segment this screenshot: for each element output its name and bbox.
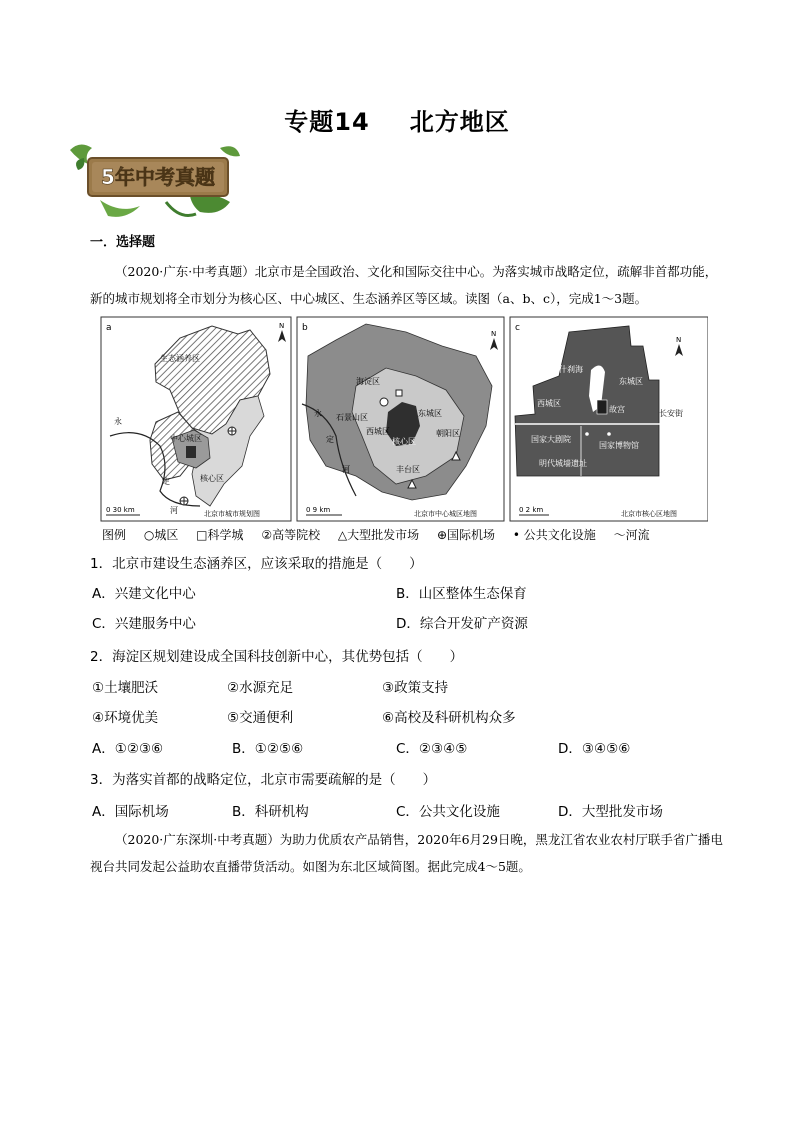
- section-heading: 一．选择题: [90, 235, 156, 250]
- map-a-river-ding: 定: [162, 477, 170, 486]
- map-c-letter: c: [515, 323, 520, 333]
- map-c-ruins: 明代城墙遗址: [539, 459, 587, 468]
- leaf-icon: [100, 200, 140, 217]
- legend-item: △大型批发市场: [337, 528, 420, 542]
- map-b-river-he: 河: [342, 465, 350, 474]
- map-b-haidian: 海淀区: [356, 377, 380, 386]
- map-a-caption: 北京市城市规划图: [204, 510, 260, 518]
- map-b-caption: 北京市中心城区地图: [414, 510, 477, 518]
- question-3-stem: 3．为落实首都的战略定位，北京市需要疏解的是（ ）: [90, 772, 437, 788]
- leaf-icon: [76, 158, 84, 170]
- map-a-eco-label: 生态涵养区: [160, 354, 200, 363]
- map-b-dongcheng: 东城区: [418, 409, 442, 418]
- culture-facility-icon: [607, 432, 611, 436]
- question-1-option-a[interactable]: A．兴建文化中心: [92, 586, 196, 602]
- exam-badge: [70, 140, 240, 220]
- intro-paragraph-2: （2020·广东深圳·中考真题）为助力优质农产品销售，2020年6月29日晚，黑龙江省农业农村厅联手省广播电视台共同发起公益助农直播带货活动。如图为东北区域简图。据此完成4～5题。: [90, 832, 723, 874]
- map-a-letter: a: [106, 323, 112, 333]
- legend-item: □科学城: [196, 528, 244, 542]
- legend-item: 〜河流: [613, 528, 650, 542]
- map-c-theater: 国家大剧院: [531, 435, 571, 444]
- map-b-scale: 0 9 km: [306, 506, 331, 514]
- legend-item: ②高等院校: [261, 528, 321, 542]
- map-c-shichahai: 什刹海: [559, 365, 583, 374]
- intro-paragraph-1: （2020·广东·中考真题）北京市是全国政治、文化和国际交往中心。为落实城市战略定位，疏解非首都功能，新的城市规划将全市划分为核心区、中心城区、生态涵养区等区域。读图（a、b、c），完成1～3题。: [90, 264, 718, 306]
- question-2-option-d[interactable]: D．③④⑤⑥: [558, 741, 631, 757]
- north-label: N: [491, 330, 497, 338]
- core-zone: [186, 446, 196, 458]
- legend-item: ⊕国际机场: [436, 528, 496, 542]
- question-2-item: ③政策支持: [382, 680, 449, 696]
- map-legend: [102, 526, 664, 543]
- palace-block: [597, 400, 607, 414]
- map-b-river-ding: 定: [326, 435, 334, 444]
- map-b-core: 核心区: [392, 437, 416, 446]
- question-2-item: ②水源充足: [227, 680, 294, 696]
- title-topic: 专题14: [284, 108, 370, 136]
- map-b-letter: b: [302, 323, 308, 333]
- question-1-stem: 1．北京市建设生态涵养区，应该采取的措施是（ ）: [90, 556, 423, 572]
- question-1-option-c[interactable]: C．兴建服务中心: [92, 616, 196, 632]
- map-b-fengtai: 丰台区: [396, 465, 420, 474]
- legend-item: • 公共文化设施: [512, 528, 596, 542]
- map-b-river-yong: 永: [314, 409, 322, 418]
- map-a: [101, 317, 291, 521]
- legend-title: 图例: [102, 528, 127, 542]
- map-a-river-yong: 永: [114, 417, 122, 426]
- badge-graphic: [70, 140, 240, 220]
- map-c-changanjie: 长安街: [659, 409, 683, 418]
- north-label: N: [279, 322, 285, 330]
- beijing-maps-figure: [100, 316, 708, 528]
- map-c-caption: 北京市核心区地图: [621, 510, 677, 518]
- question-3-option-c[interactable]: C．公共文化设施: [396, 804, 500, 820]
- question-1-option-d[interactable]: D．综合开发矿产资源: [396, 616, 528, 632]
- maps-svg: [100, 316, 708, 528]
- question-2-item: ⑥高校及科研机构众多: [382, 710, 516, 726]
- badge-text: 5年中考真题: [101, 165, 215, 189]
- question-3-option-a[interactable]: A．国际机场: [92, 804, 169, 820]
- question-2-item: ①土壤肥沃: [92, 680, 159, 696]
- question-2-item: ⑤交通便利: [227, 710, 294, 726]
- map-c-museum: 国家博物馆: [599, 441, 639, 450]
- question-2-option-b[interactable]: B．①②⑤⑥: [232, 741, 304, 757]
- map-a-center-label: 中心城区: [170, 434, 202, 443]
- question-1-option-b[interactable]: B．山区整体生态保育: [396, 586, 527, 602]
- legend-item: ○城区: [143, 528, 179, 542]
- question-2-option-c[interactable]: C．②③④⑤: [396, 741, 468, 757]
- map-c-dongchengqu: 东城区: [619, 377, 643, 386]
- question-2-stem: 2．海淀区规划建设成全国科技创新中心，其优势包括（ ）: [90, 649, 464, 665]
- map-c-scale: 0 2 km: [519, 506, 544, 514]
- map-b-chaoyang: 朝阳区: [436, 429, 460, 438]
- map-b: [297, 317, 504, 521]
- science-city-icon: [396, 390, 402, 396]
- leaf-icon: [220, 146, 240, 156]
- question-2-option-a[interactable]: A．①②③⑥: [92, 741, 164, 757]
- culture-facility-icon: [585, 432, 589, 436]
- question-3-option-b[interactable]: B．科研机构: [232, 804, 309, 820]
- map-c-xichengqu: 西城区: [537, 399, 561, 408]
- map-a-core-label: 核心区: [200, 474, 224, 483]
- north-label: N: [676, 336, 682, 344]
- map-b-shijingshan: 石景山区: [336, 413, 368, 422]
- map-a-river-he: 河: [170, 506, 178, 515]
- page-title: [0, 102, 794, 137]
- question-2-item: ④环境优美: [92, 710, 159, 726]
- question-3-option-d[interactable]: D．大型批发市场: [558, 804, 663, 820]
- map-a-scale: 0 30 km: [106, 506, 135, 514]
- university-icon: [380, 398, 388, 406]
- map-b-xicheng: 西城区: [366, 427, 390, 436]
- map-c-gugong: 故宫: [609, 405, 625, 414]
- title-name: 北方地区: [409, 108, 510, 136]
- map-c: [510, 317, 708, 521]
